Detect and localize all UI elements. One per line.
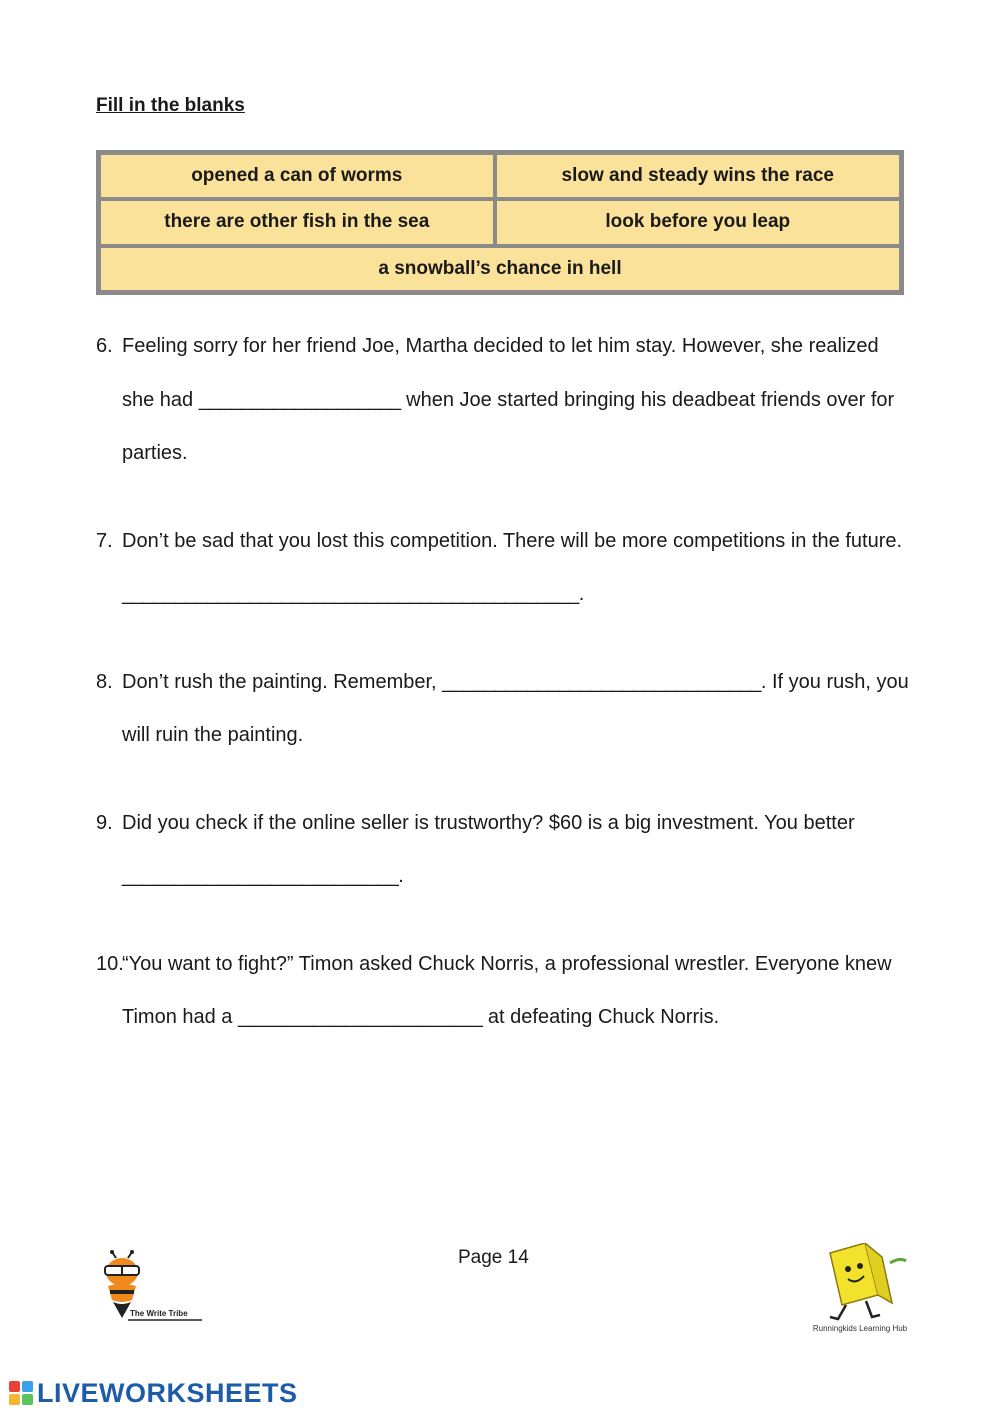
word-bank-item: look before you leap [495,199,901,245]
word-bank-row [99,153,901,199]
word-bank-row [99,246,901,292]
question-10 [96,938,916,1045]
word-bank-item: there are other fish in the sea [99,199,495,245]
question-6 [96,320,916,481]
question-number: 10. [96,952,124,975]
word-bank-item: opened a can of worms [99,153,495,199]
question-text: Don’t be sad that you lost this competition. There will be more competitions in the future. ___________________________________________. [122,529,903,605]
liveworksheets-icon [8,1380,34,1406]
liveworksheets-brand [8,1378,298,1408]
liveworksheets-wordmark: LIVEWORKSHEETS [37,1377,298,1408]
question-number: 8. [96,670,113,693]
word-bank-row [99,199,901,245]
worksheet-heading: Fill in the blanks [96,95,245,116]
question-8 [96,656,916,763]
question-number: 7. [96,529,113,552]
answer-blank[interactable]: ___________________ [198,388,401,411]
answer-blank[interactable]: __________________________ [122,865,399,887]
question-number: 9. [96,811,113,834]
question-7 [96,515,916,622]
answer-blank[interactable]: _______________________ [238,1006,483,1028]
question-text: Feeling sorry for her friend Joe, Martha decided to let him stay. However, she realized she had ___________________ when Joe started bringing his deadbeat friends over for parties. [122,335,895,464]
right-logo-text: Runningkids Learning Hub [812,1324,908,1333]
question-text: Did you check if the online seller is trustworthy? $60 is a big investment. You better __________________________. [122,811,855,887]
page-number: Page 14 [458,1247,529,1268]
question-number: 6. [96,335,113,357]
question-list [96,320,916,1079]
answer-blank[interactable]: ______________________________ [442,670,761,693]
word-bank-item: slow and steady wins the race [495,153,901,199]
write-tribe-bee-logo [98,1250,208,1330]
answer-blank[interactable]: ___________________________________________ [122,583,579,605]
question-text: “You want to fight?” Timon asked Chuck Norris, a professional wrestler. Everyone knew Timon had a _______________________ at defeating Chuck Norris. [122,952,892,1028]
runningkids-book-logo [810,1243,910,1343]
question-text: Don’t rush the painting. Remember, ______________________________. If you rush, you will ruin the painting. [122,670,909,746]
question-9 [96,797,916,904]
left-logo-text: The Write Tribe [130,1309,188,1318]
word-bank-table [96,150,904,295]
word-bank-item: a snowball’s chance in hell [99,246,901,292]
